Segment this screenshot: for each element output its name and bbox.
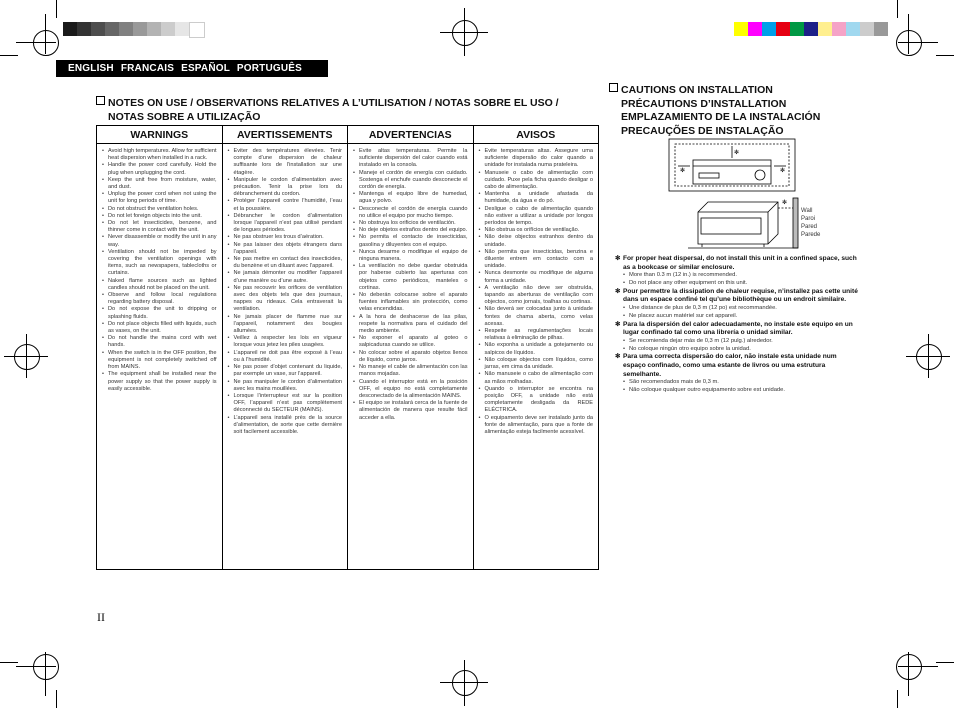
- caution-note-text: Do not place any other equipment on this unit.: [629, 279, 748, 286]
- warning-item: • Protéger l’appareil contre l’humidité, l’eau et la poussière.: [228, 198, 343, 212]
- warning-item: • Não permita que insecticidas, benzina e diluente entrem em contacto com a unidade.: [479, 249, 594, 271]
- avertissements-list: [228, 148, 343, 436]
- trim-line: [56, 0, 57, 18]
- warning-item: • Respeite as regulamentações locais relativas à eliminação de pilhas.: [479, 328, 594, 342]
- warning-item: • Não deverá ser colocadas junto à unidade fontes de chama aberta, como velas acesas.: [479, 306, 594, 328]
- color-swatch: [818, 22, 832, 36]
- caution-statement-text: Para la dispersión del calor adecuadamente, no instale este equipo en un lugar confinado tal como una librería o unidad similar.: [623, 320, 853, 337]
- warning-item: • L’appareil ne doit pas être exposé à l’eau ou à l’humidité.: [228, 350, 343, 364]
- warning-item: • No deberán colocarse sobre el aparato fuentes inflamables sin protección, como velas encendidas.: [353, 292, 468, 314]
- warning-item: • Lorsque l’interrupteur est sur la position OFF, l’appareil n’est pas complètement déconnecté du SECTEUR (MAINS).: [228, 393, 343, 415]
- cautions-heading: [609, 83, 909, 138]
- warning-item: • A ventilação não deve ser obstruída, tapando as aberturas de ventilação com objectos, como jornais, toalhas ou cortinas.: [479, 285, 594, 307]
- warning-item: • El equipo se instalará cerca de la fuente de alimentación de manera que resulte fácil acceder a ella.: [353, 400, 468, 422]
- gray-swatch: [63, 22, 77, 36]
- color-swatch: [874, 22, 888, 36]
- warning-item: • Ne jamais placer de flamme nue sur l’appareil, notamment des bougies allumées.: [228, 314, 343, 336]
- wall-label-pt: Parede: [801, 232, 821, 238]
- warning-item: • Evite temperaturas altas. Assegure uma suficiente dispersão do calor quando a unidade for instalada numa prateleira.: [479, 148, 594, 170]
- caution-note-text: No coloque ningún otro equipo sobre la unidad.: [629, 345, 751, 352]
- warnings-table: [96, 125, 599, 570]
- warning-item: • No colocar sobre el aparato objetos llenos de líquido, como jarros.: [353, 350, 468, 364]
- gray-swatch: [175, 22, 189, 36]
- notes-heading-line1: NOTES ON USE / OBSERVATIONS RELATIVES A L’UTILISATION / NOTAS SOBRE EL USO /: [108, 97, 559, 109]
- warning-item: • Eviter des températures élevées. Tenir compte d’une dispersion de chaleur suffisante lors de l’installation sur une étagère.: [228, 148, 343, 177]
- column-header-avertissements: AVERTISSEMENTS: [222, 126, 348, 144]
- wall-labels: [801, 207, 820, 239]
- warning-item: • Ventilation should not be impeded by covering the ventilation openings with items, such as newspapers, tablecloths or curtains.: [102, 249, 217, 278]
- color-swatch: [846, 22, 860, 36]
- clearance-asterisk-left: ✻: [680, 168, 686, 174]
- warning-item: • Ne pas mettre en contact des insecticides, du benzène et un diluant avec l’appareil.: [228, 256, 343, 270]
- column-header-warnings: WARNINGS: [97, 126, 223, 144]
- color-swatch: [776, 22, 790, 36]
- caution-note: [615, 280, 860, 288]
- caution-statement-text: Pour permettre la dissipation de chaleur requise, n’installez pas cette unité dans un espace confiné tel qu’une bibliothèque ou un endroit similaire.: [623, 287, 858, 304]
- notes-heading: [96, 96, 576, 124]
- trim-line: [897, 0, 898, 18]
- color-swatch: [832, 22, 846, 36]
- warning-item: • Maneje el cordón de energía con cuidado. Sostenga el enchufe cuando desconecte el cordón de energía.: [353, 170, 468, 192]
- warning-item: • Do not handle the mains cord with wet hands.: [102, 335, 217, 349]
- column-avertissements: [222, 144, 348, 570]
- caution-statement-text: For proper heat dispersal, do not install this unit in a confined space, such as a bookcase or similar enclosure.: [623, 255, 857, 271]
- warning-item: • Quando o interruptor se encontra na posição OFF, a unidade não está completamente desligada da REDE ELÉCTRICA.: [479, 386, 594, 415]
- warning-item: • Desconecte el cordón de energía cuando no utilice el equipo por mucho tiempo.: [353, 206, 468, 220]
- warning-item: • Desligue o cabo de alimentação quando não estiver a utilizar a unidade por longos períodos de tempo.: [479, 206, 594, 228]
- cautions-heading-fr: PRÉCAUTIONS D’INSTALLATION: [621, 97, 787, 110]
- warning-item: • Nunca desarme o modifique el equipo de ninguna manera.: [353, 249, 468, 263]
- square-bullet-icon: [96, 96, 105, 105]
- trim-line: [0, 55, 18, 56]
- color-swatch: [762, 22, 776, 36]
- column-header-advertencias: ADVERTENCIAS: [348, 126, 474, 144]
- warning-item: • Veillez à respecter les lois en vigueur lorsque vous jetez les piles usagées.: [228, 335, 343, 349]
- warning-item: • No obstruya los orificios de ventilación.: [353, 220, 468, 227]
- caution-note-text: São recomendados mais de 0,3 m.: [629, 379, 719, 386]
- clearance-asterisk-right: ✻: [780, 168, 786, 174]
- color-swatch: [734, 22, 748, 36]
- gray-swatch: [77, 22, 91, 36]
- avisos-list: [479, 148, 594, 436]
- gray-swatch: [147, 22, 161, 36]
- warning-item: • Ne pas poser d’objet contenant du liquide, par exemple un vase, sur l’appareil.: [228, 364, 343, 378]
- gray-swatch: [105, 22, 119, 36]
- warning-item: • Do not place objects filled with liquids, such as vases, on the unit.: [102, 321, 217, 335]
- warning-item: • Ne pas obstruer les trous d’aération.: [228, 234, 343, 241]
- warning-item: • Do not obstruct the ventilation holes.: [102, 206, 217, 213]
- column-advertencias: [348, 144, 474, 570]
- warnings-list: [102, 148, 217, 393]
- warning-item: • Nunca desmonte ou modifique de alguma forma a unidade.: [479, 270, 594, 284]
- warning-item: • Cuando el interruptor está en la posición OFF, el equipo no está completamente desconectado de la alimentación MAINS.: [353, 379, 468, 401]
- caution-note: [615, 379, 860, 387]
- enclosure-front-view: [669, 139, 795, 191]
- trim-line: [936, 55, 954, 56]
- warning-item: • Não exponha a unidade a gotejamento ou salpicos de líquidos.: [479, 342, 594, 356]
- caution-statement-text: Para uma correcta dispersão do calor, não instale esta unidade num espaço confinado, como uma estante de livros ou uma estrutura semelhante.: [623, 353, 837, 378]
- notes-heading-line2: NOTAS SOBRE A UTILIZAÇÃO: [108, 110, 261, 123]
- advertencias-list: [353, 148, 468, 422]
- clearance-asterisk-wall: ✻: [782, 200, 788, 206]
- warning-item: • L’appareil sera installé près de la source d’alimentation, de sorte que cette dernière soit facilement accessible.: [228, 415, 343, 437]
- warning-item: • Handle the power cord carefully. Hold the plug when unplugging the cord.: [102, 162, 217, 176]
- warning-item: • Evite altas temperaturas. Permite la suficiente dispersión del calor cuando está instalado en la consola.: [353, 148, 468, 170]
- gray-swatch: [119, 22, 133, 36]
- square-bullet-icon: [609, 83, 618, 92]
- trim-line: [56, 690, 57, 708]
- column-avisos: [473, 144, 599, 570]
- warning-item: • La ventilación no debe quedar obstruida por haberse cubierto las aperturas con objetos como periódicos, manteles o cortinas.: [353, 263, 468, 292]
- caution-statement: [615, 321, 860, 338]
- warning-item: • Débrancher le cordon d’alimentation lorsque l’appareil n’est pas utilisé pendant de longues périodes.: [228, 213, 343, 235]
- wall-label-en: Wall: [801, 208, 813, 214]
- gray-swatch: [91, 22, 105, 36]
- warning-item: • No maneje el cable de alimentación con las manos mojadas.: [353, 364, 468, 378]
- cautions-heading-pt: PRECAUÇÕES DE INSTALAÇÃO: [621, 124, 784, 137]
- warning-item: • Mantenha a unidade afastada da humidade, da água e do pó.: [479, 191, 594, 205]
- warning-item: • Manuseie o cabo de alimentação com cuidado. Puxe pela ficha quando desligar o cabo de alimentação.: [479, 170, 594, 192]
- warning-item: • Keep the unit free from moisture, water, and dust.: [102, 177, 217, 191]
- warning-item: • Manipuler le cordon d’alimentation avec précaution. Tenir la prise lors du débranchement du cordon.: [228, 177, 343, 199]
- warning-item: • Não obstrua os orifícios de ventilação.: [479, 227, 594, 234]
- warning-item: • Mantenga el equipo libre de humedad, agua y polvo.: [353, 191, 468, 205]
- caution-statement: [615, 353, 860, 379]
- warning-item: • Ne jamais démonter ou modifier l’appareil d’une manière ou d’une autre.: [228, 270, 343, 284]
- gray-swatch: [133, 22, 147, 36]
- installation-diagram: [668, 138, 808, 250]
- asterisk-icon: ✻: [615, 320, 621, 328]
- warning-item: • Never disassemble or modify the unit in any way.: [102, 234, 217, 248]
- warning-item: • Ne pas recouvrir les orifices de ventilation avec des objets tels que des journaux, nappes ou rideaux. Cela entraverait la ventilation.: [228, 285, 343, 314]
- caution-note: [615, 272, 860, 280]
- color-calibration-bar: [734, 22, 888, 36]
- cautions-text: [615, 255, 860, 395]
- warning-item: • Do not expose the unit to dripping or splashing fluids.: [102, 306, 217, 320]
- warning-item: • No exponer el aparato al goteo o salpicaduras cuando se utilice.: [353, 335, 468, 349]
- caution-note: [615, 305, 860, 313]
- warning-item: • Ne pas laisser des objets étrangers dans l’appareil.: [228, 242, 343, 256]
- color-swatch: [790, 22, 804, 36]
- warning-item: • When the switch is in the OFF position, the equipment is not completely switched off from MAINS.: [102, 350, 217, 372]
- caution-statement: [615, 255, 860, 272]
- warning-item: • Observe and follow local regulations regarding battery disposal.: [102, 292, 217, 306]
- warning-item: • Do not let insecticides, benzene, and thinner come in contact with the unit.: [102, 220, 217, 234]
- caution-note-text: Se recomienda dejar más de 0,3 m (12 pulg.) alrededor.: [629, 337, 773, 344]
- caution-note-text: Ne placez aucun matériel sur cet appareil.: [629, 312, 738, 319]
- column-header-avisos: AVISOS: [473, 126, 599, 144]
- caution-note: [615, 338, 860, 346]
- gray-swatch: [189, 22, 205, 38]
- color-swatch: [748, 22, 762, 36]
- warning-item: • Avoid high temperatures. Allow for sufficient heat dispersion when installed in a rack.: [102, 148, 217, 162]
- page-number: II: [97, 610, 105, 624]
- caution-note-text: Une distance de plus de 0,3 m (12 po) est recommandée.: [629, 304, 777, 311]
- warning-item: • Não manuseie o cabo de alimentação com as mãos molhadas.: [479, 371, 594, 385]
- warning-item: • The equipment shall be installed near the power supply so that the power supply is easily accessible.: [102, 371, 217, 393]
- warning-item: • Ne pas manipuler le cordon d’alimentation avec les mains mouillées.: [228, 379, 343, 393]
- caution-statement: [615, 288, 860, 305]
- asterisk-icon: ✻: [615, 353, 621, 361]
- warning-item: • Naked flame sources such as lighted candles should not be placed on the unit.: [102, 278, 217, 292]
- warning-item: • No deje objetos extraños dentro del equipo.: [353, 227, 468, 234]
- warning-item: • Não deixe objectos estranhos dentro da unidade.: [479, 234, 594, 248]
- trim-line: [897, 690, 898, 708]
- cautions-heading-es: EMPLAZAMIENTO DE LA INSTALACIÓN: [621, 111, 821, 123]
- warnings-table-body-row: [97, 144, 599, 570]
- trim-line: [0, 662, 18, 663]
- cautions-heading-en: CAUTIONS ON INSTALLATION: [621, 84, 773, 96]
- caution-note: [615, 387, 860, 395]
- warning-item: • O equipamento deve ser instalado junto da fonte de alimentação, para que a fonte de alimentação esteja facilmente acessível.: [479, 415, 594, 437]
- gray-calibration-bar: [63, 22, 205, 36]
- trim-line: [936, 662, 954, 663]
- wall-label-es: Pared: [801, 224, 818, 230]
- caution-note-text: More than 0.3 m (12 in.) is recommended.: [629, 272, 737, 279]
- caution-note: [615, 313, 860, 321]
- warning-item: • Do not let foreign objects into the unit.: [102, 213, 217, 220]
- warnings-table-header-row: [97, 126, 599, 144]
- asterisk-icon: ✻: [615, 287, 621, 295]
- asterisk-icon: ✻: [615, 255, 621, 262]
- warning-item: • Não coloque objectos com líquidos, como jarras, em cima da unidade.: [479, 357, 594, 371]
- color-swatch: [860, 22, 874, 36]
- clearance-asterisk-top: ✻: [734, 150, 740, 156]
- warning-item: • A la hora de deshacerse de las pilas, respete la normativa para el cuidado del medio ambiente.: [353, 314, 468, 336]
- column-warnings: [97, 144, 223, 570]
- gray-swatch: [161, 22, 175, 36]
- warning-item: • No permita el contacto de insecticidas, gasolina y diluyentes con el equipo.: [353, 234, 468, 248]
- warning-item: • Unplug the power cord when not using the unit for long periods of time.: [102, 191, 217, 205]
- caution-note-text: Não coloque qualquer outro equipamento sobre est unidade.: [629, 386, 785, 393]
- language-bar: ENGLISH FRANCAIS ESPAÑOL PORTUGUÊS: [56, 60, 328, 77]
- color-swatch: [804, 22, 818, 36]
- wall-label-fr: Paroi: [801, 216, 816, 222]
